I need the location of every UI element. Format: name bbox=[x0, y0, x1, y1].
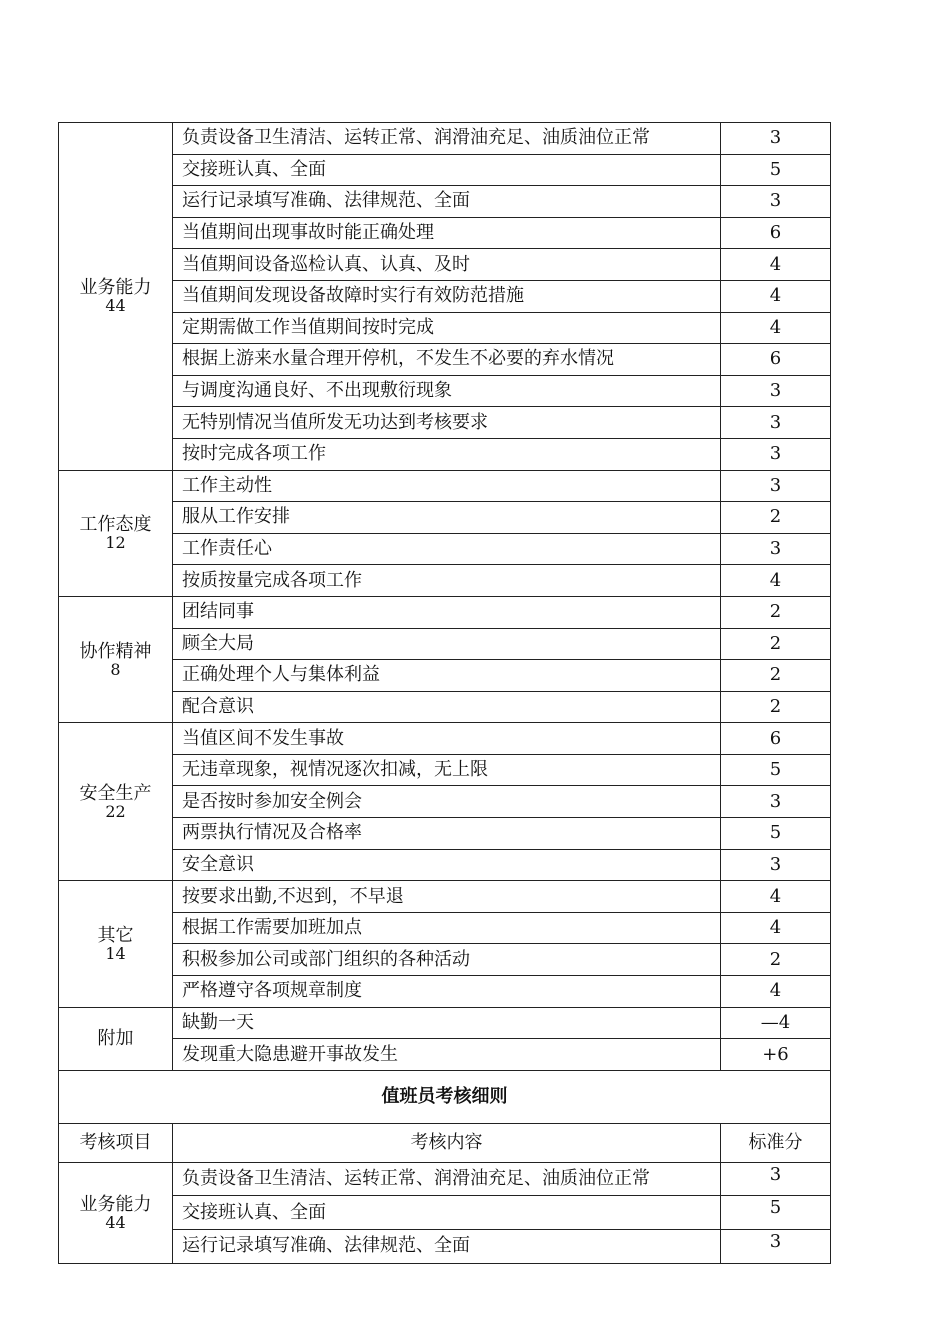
table-row bbox=[59, 849, 831, 881]
item-score: 4 bbox=[721, 881, 831, 913]
category-cell bbox=[59, 596, 173, 722]
table-row bbox=[59, 280, 831, 312]
table-row bbox=[59, 344, 831, 376]
table-row bbox=[59, 1196, 831, 1230]
table-row bbox=[59, 596, 831, 628]
item-content: 团结同事 bbox=[173, 596, 721, 628]
item-content: 根据上游来水量合理开停机，不发生不必要的弃水情况 bbox=[173, 344, 721, 376]
item-content: 发现重大隐患避开事故发生 bbox=[173, 1039, 721, 1071]
category-score: 8 bbox=[110, 659, 121, 679]
item-score: 2 bbox=[721, 944, 831, 976]
category-name: 附加 bbox=[97, 1027, 134, 1049]
table-row bbox=[59, 186, 831, 218]
category-cell bbox=[59, 1162, 173, 1263]
table-row bbox=[59, 407, 831, 439]
item-score: 3 bbox=[721, 849, 831, 881]
table-row bbox=[59, 1039, 831, 1071]
table-row bbox=[59, 723, 831, 755]
category-name: 工作态度 bbox=[79, 514, 152, 536]
header-standard-score: 标准分 bbox=[721, 1123, 831, 1162]
item-score: 2 bbox=[721, 660, 831, 692]
category-cell bbox=[59, 881, 173, 1007]
item-score: 4 bbox=[721, 912, 831, 944]
item-score: +6 bbox=[721, 1039, 831, 1071]
category-score: 12 bbox=[105, 533, 126, 553]
item-score: 4 bbox=[721, 249, 831, 281]
table-row bbox=[59, 976, 831, 1008]
item-score: 3 bbox=[721, 786, 831, 818]
item-content: 根据工作需要加班加点 bbox=[173, 912, 721, 944]
table-row bbox=[59, 123, 831, 155]
item-content: 当值期间出现事故时能正确处理 bbox=[173, 217, 721, 249]
item-content: 无违章现象，视情况逐次扣减，无上限 bbox=[173, 754, 721, 786]
item-score: 3 bbox=[721, 375, 831, 407]
item-content: 当值期间设备巡检认真、认真、及时 bbox=[173, 249, 721, 281]
category-name: 协作精神 bbox=[79, 640, 152, 662]
category-name: 安全生产 bbox=[79, 782, 152, 804]
item-score: 4 bbox=[721, 565, 831, 597]
item-score: 2 bbox=[721, 691, 831, 723]
item-score: 4 bbox=[721, 312, 831, 344]
table-row bbox=[59, 249, 831, 281]
table-row bbox=[59, 533, 831, 565]
item-content: 运行记录填写准确、法律规范、全面 bbox=[173, 1230, 721, 1264]
second-table-header-row bbox=[59, 1123, 831, 1162]
item-content: 负责设备卫生清洁、运转正常、润滑油充足、油质油位正常 bbox=[173, 1162, 721, 1196]
item-score: 4 bbox=[721, 976, 831, 1008]
category-score: 44 bbox=[105, 1212, 126, 1232]
table-row bbox=[59, 1162, 831, 1196]
assessment-table-body bbox=[59, 123, 831, 1264]
item-content: 按质按量完成各项工作 bbox=[173, 565, 721, 597]
table-row bbox=[59, 818, 831, 850]
table-row bbox=[59, 786, 831, 818]
second-table-title: 值班员考核细则 bbox=[59, 1070, 831, 1123]
item-score: 5 bbox=[721, 1196, 831, 1230]
category-name: 其它 bbox=[97, 924, 134, 946]
table-row bbox=[59, 912, 831, 944]
table-row bbox=[59, 470, 831, 502]
category-cell bbox=[59, 1007, 173, 1070]
item-score: 3 bbox=[721, 407, 831, 439]
table-row bbox=[59, 438, 831, 470]
table-row bbox=[59, 565, 831, 597]
item-content: 按要求出勤,不迟到，不早退 bbox=[173, 881, 721, 913]
item-score: 4 bbox=[721, 280, 831, 312]
item-content: 严格遵守各项规章制度 bbox=[173, 976, 721, 1008]
category-name: 业务能力 bbox=[79, 277, 152, 299]
item-content: 顾全大局 bbox=[173, 628, 721, 660]
header-item: 考核项目 bbox=[59, 1123, 173, 1162]
item-content: 定期需做工作当值期间按时完成 bbox=[173, 312, 721, 344]
category-cell bbox=[59, 723, 173, 881]
item-content: 运行记录填写准确、法律规范、全面 bbox=[173, 186, 721, 218]
item-content: 两票执行情况及合格率 bbox=[173, 818, 721, 850]
item-score: 3 bbox=[721, 186, 831, 218]
item-content: 当值区间不发生事故 bbox=[173, 723, 721, 755]
item-content: 积极参加公司或部门组织的各种活动 bbox=[173, 944, 721, 976]
table-row bbox=[59, 754, 831, 786]
item-score: 3 bbox=[721, 123, 831, 155]
table-row bbox=[59, 691, 831, 723]
item-content: 与调度沟通良好、不出现敷衍现象 bbox=[173, 375, 721, 407]
table-row bbox=[59, 944, 831, 976]
table-row bbox=[59, 154, 831, 186]
table-row bbox=[59, 1007, 831, 1039]
item-content: 是否按时参加安全例会 bbox=[173, 786, 721, 818]
item-score: 5 bbox=[721, 754, 831, 786]
header-content: 考核内容 bbox=[173, 1123, 721, 1162]
category-cell bbox=[59, 470, 173, 596]
item-content: 按时完成各项工作 bbox=[173, 438, 721, 470]
table-row bbox=[59, 1230, 831, 1264]
assessment-table bbox=[58, 122, 831, 1264]
item-score: 6 bbox=[721, 217, 831, 249]
item-content: 工作主动性 bbox=[173, 470, 721, 502]
item-content: 当值期间发现设备故障时实行有效防范措施 bbox=[173, 280, 721, 312]
table-row bbox=[59, 660, 831, 692]
table-row bbox=[59, 375, 831, 407]
item-score: 2 bbox=[721, 596, 831, 628]
item-score: 5 bbox=[721, 154, 831, 186]
category-score: 44 bbox=[105, 296, 126, 316]
category-score: 22 bbox=[105, 801, 126, 821]
category-name: 业务能力 bbox=[79, 1193, 152, 1215]
item-score: 2 bbox=[721, 502, 831, 534]
item-content: 安全意识 bbox=[173, 849, 721, 881]
table-row bbox=[59, 312, 831, 344]
item-score: 3 bbox=[721, 1162, 831, 1196]
item-score: —4 bbox=[721, 1007, 831, 1039]
item-content: 无特别情况当值所发无功达到考核要求 bbox=[173, 407, 721, 439]
table-row bbox=[59, 881, 831, 913]
item-content: 配合意识 bbox=[173, 691, 721, 723]
item-score: 5 bbox=[721, 818, 831, 850]
item-score: 3 bbox=[721, 470, 831, 502]
item-score: 3 bbox=[721, 533, 831, 565]
item-score: 3 bbox=[721, 1230, 831, 1264]
item-score: 6 bbox=[721, 723, 831, 755]
item-content: 交接班认真、全面 bbox=[173, 1196, 721, 1230]
item-content: 缺勤一天 bbox=[173, 1007, 721, 1039]
item-score: 3 bbox=[721, 438, 831, 470]
item-score: 2 bbox=[721, 628, 831, 660]
table-row bbox=[59, 217, 831, 249]
second-table-title-row bbox=[59, 1070, 831, 1123]
item-content: 交接班认真、全面 bbox=[173, 154, 721, 186]
category-cell bbox=[59, 123, 173, 471]
item-content: 工作责任心 bbox=[173, 533, 721, 565]
table-row bbox=[59, 628, 831, 660]
table-row bbox=[59, 502, 831, 534]
item-content: 正确处理个人与集体利益 bbox=[173, 660, 721, 692]
item-score: 6 bbox=[721, 344, 831, 376]
item-content: 服从工作安排 bbox=[173, 502, 721, 534]
category-score: 14 bbox=[105, 943, 126, 963]
item-content: 负责设备卫生清洁、运转正常、润滑油充足、油质油位正常 bbox=[173, 123, 721, 155]
